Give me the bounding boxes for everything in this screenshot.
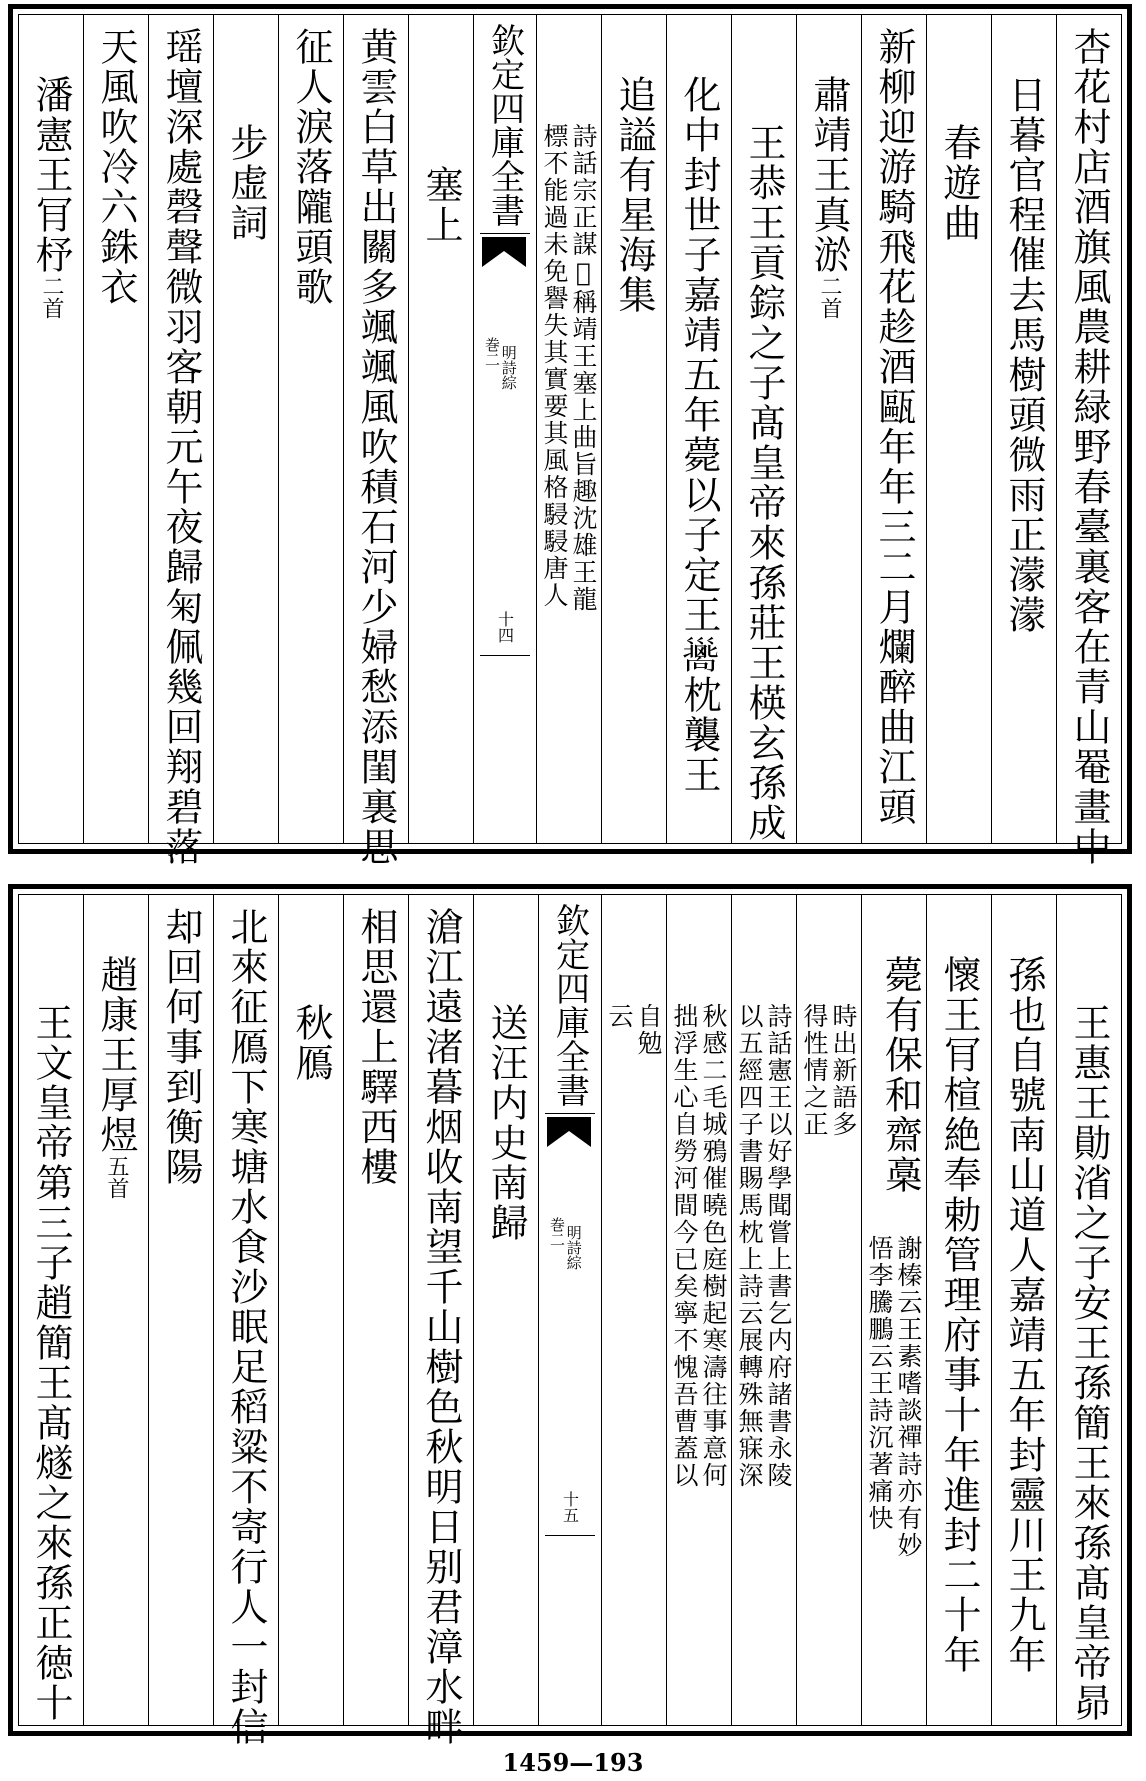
- poem-title: 送汪内史南歸: [484, 1003, 528, 1243]
- commentary-column: [861, 895, 926, 1725]
- author-bio: 王恭王貢錝之子髙皇帝來孫莊王楧玄孫成: [742, 123, 786, 843]
- text-column: [408, 15, 473, 843]
- verse-line: 黄雲白草出關多颯颯風吹積石河少婦愁添閨裏思: [354, 27, 398, 867]
- author-bio: 懷王肎楦絶奉勅管理府事十年進封二十年: [937, 955, 981, 1675]
- text-column: [83, 895, 148, 1725]
- commentary-pair: [737, 1003, 791, 1489]
- fishtail-mark-icon: [547, 1117, 591, 1147]
- fold-line: [480, 655, 530, 656]
- text-column: [408, 895, 473, 1747]
- verse-line: 日暮官程催去馬樹頭微雨正濛濛: [1002, 75, 1046, 635]
- text-column: [731, 15, 796, 843]
- fold-line: [545, 1113, 595, 1114]
- commentary-pair: [867, 1235, 921, 1559]
- source-title: 明詩綜: [564, 1225, 583, 1270]
- verse-line: 北來征鴈下寒塘水食沙眠足稻粱不寄行人一封信: [224, 907, 268, 1747]
- text-column: [19, 15, 83, 843]
- verse-line: 杏花村店酒旗風農耕緑野春臺裏客在青山罨畫中: [1067, 27, 1111, 867]
- top-page-columns: [18, 14, 1122, 867]
- bottom-page: [8, 884, 1132, 1747]
- author-bio: 孫也自號南山道人嘉靖五年封靈川王九年: [1002, 955, 1046, 1675]
- text-column: [666, 15, 731, 843]
- fold-line: [545, 1535, 595, 1536]
- verse-line: 瑶壇深處磬聲微羽客朝元午夜歸匊佩幾回翔碧落: [159, 27, 203, 867]
- commentary-column: [536, 15, 601, 843]
- text-column: [83, 15, 148, 843]
- author-bio: 王惠王勛渻之子安王孫簡王來孫髙皇帝昴: [1067, 1003, 1111, 1723]
- commentary-pair: [542, 123, 596, 613]
- author-name: [29, 75, 73, 319]
- author-name: [807, 75, 851, 319]
- text-column: [343, 15, 408, 867]
- commentary-column: [731, 895, 796, 1725]
- text-column: [148, 895, 213, 1725]
- text-column: [148, 15, 213, 867]
- commentary-line: 時出新語多: [829, 1003, 858, 1138]
- author-name-text: 肅靖王真淤: [807, 75, 851, 275]
- poem-title: 步虚詞: [224, 123, 268, 243]
- book-title: 欽定四庫全書: [549, 903, 590, 1107]
- commentary-line: 得性情之正: [800, 1003, 829, 1138]
- author-name-text: 潘憲王肎杼: [29, 75, 73, 275]
- commentary-pair: [672, 1003, 726, 1489]
- poem-count-note: 二首: [39, 275, 64, 319]
- commentary-line: 悟李騰鵬云王詩沉著痛快: [865, 1235, 894, 1532]
- text-column: [213, 895, 278, 1747]
- poem-count-note: 五首: [104, 1155, 129, 1199]
- commentary-line: 云: [605, 1003, 634, 1030]
- commentary-line: 拙浮生心自勞河間今已矣寧不愧吾曹蓋以: [670, 1003, 699, 1489]
- verse-line: 却回何事到衡陽: [159, 907, 203, 1187]
- bottom-page-columns: [18, 894, 1122, 1747]
- volume-label: 巻二: [483, 337, 501, 367]
- top-page: [8, 4, 1132, 867]
- verse-line: 滄江遠渚暮烟收南望千山樹色秋明日别君漳水畔: [419, 907, 463, 1747]
- commentary-line: 謝榛云王素嗜談禪詩亦有妙: [894, 1235, 923, 1559]
- poem-count-note: 二首: [817, 275, 842, 319]
- center-fold: [473, 15, 536, 843]
- poem-title: 春遊曲: [937, 123, 981, 243]
- author-name-text: 趙康王厚煜: [94, 955, 138, 1155]
- author-bio: 追謚有星海集: [612, 75, 656, 315]
- verse-line: 相思還上驛西樓: [354, 907, 398, 1187]
- author-name: [94, 955, 138, 1199]
- text-column: [926, 15, 991, 843]
- commentary-column: [601, 895, 666, 1725]
- text-column: [473, 895, 538, 1725]
- text-column: [343, 895, 408, 1725]
- commentary-column: [796, 895, 861, 1725]
- author-bio: 王文皇帝第三子趙簡王髙燧之來孫正徳十: [29, 1003, 73, 1723]
- verse-line: 征人淚落隴頭歌: [289, 27, 333, 307]
- verse-line: 天風吹冷六銖衣: [94, 27, 138, 307]
- page-number: 十五: [560, 1491, 580, 1523]
- commentary-line: 詩話宗正謀𡊮稱靖王塞上曲旨趣沈雄王龍: [569, 123, 598, 613]
- poem-title: 塞上: [419, 165, 463, 245]
- page-footer-number: 1459—193: [502, 1748, 644, 1777]
- text-column: [601, 15, 666, 843]
- text-column: [213, 15, 278, 843]
- text-column: [1056, 15, 1121, 867]
- page-number: 十四: [495, 611, 515, 643]
- commentary-line: 詩話憲王以好學聞嘗上書乞内府諸書永陵: [764, 1003, 793, 1489]
- fold-line: [480, 233, 530, 234]
- poem-title: 秋鴈: [289, 1003, 333, 1083]
- commentary-line: 標不能過未免譽失其實要其風格駸駸唐人: [540, 123, 569, 609]
- commentary-column: [666, 895, 731, 1725]
- text-column: [796, 15, 861, 843]
- text-column: [861, 15, 926, 843]
- text-column: [991, 15, 1056, 843]
- commentary-line: 自勉: [634, 1003, 663, 1057]
- commentary-line: 以五經四子書賜馬枕上詩云展轉殊無寐深: [735, 1003, 764, 1489]
- text-column: [926, 895, 991, 1725]
- commentary-pair: [607, 1003, 661, 1057]
- source-title: 明詩綜: [499, 345, 518, 390]
- verse-line: 新柳迎游騎飛花趁酒甌年年三二月爛醉曲江頭: [872, 27, 916, 827]
- center-fold: [538, 895, 601, 1725]
- fishtail-mark-icon: [482, 237, 526, 267]
- text-column: [278, 895, 343, 1725]
- volume-label: 巻二: [548, 1217, 566, 1247]
- text-column: [19, 895, 83, 1725]
- text-column: [1056, 895, 1121, 1725]
- commentary-pair: [802, 1003, 856, 1138]
- book-title: 欽定四庫全書: [484, 23, 525, 227]
- commentary-line: 秋感二毛城鴉催曉色庭樹起寒濤往事意何: [699, 1003, 728, 1489]
- author-bio: 化中封世子嘉靖五年薨以子定王𢀉枕襲王: [677, 75, 721, 795]
- text-column: [991, 895, 1056, 1725]
- text-column: [278, 15, 343, 843]
- author-bio: 薨有保和齋槀: [878, 955, 923, 1195]
